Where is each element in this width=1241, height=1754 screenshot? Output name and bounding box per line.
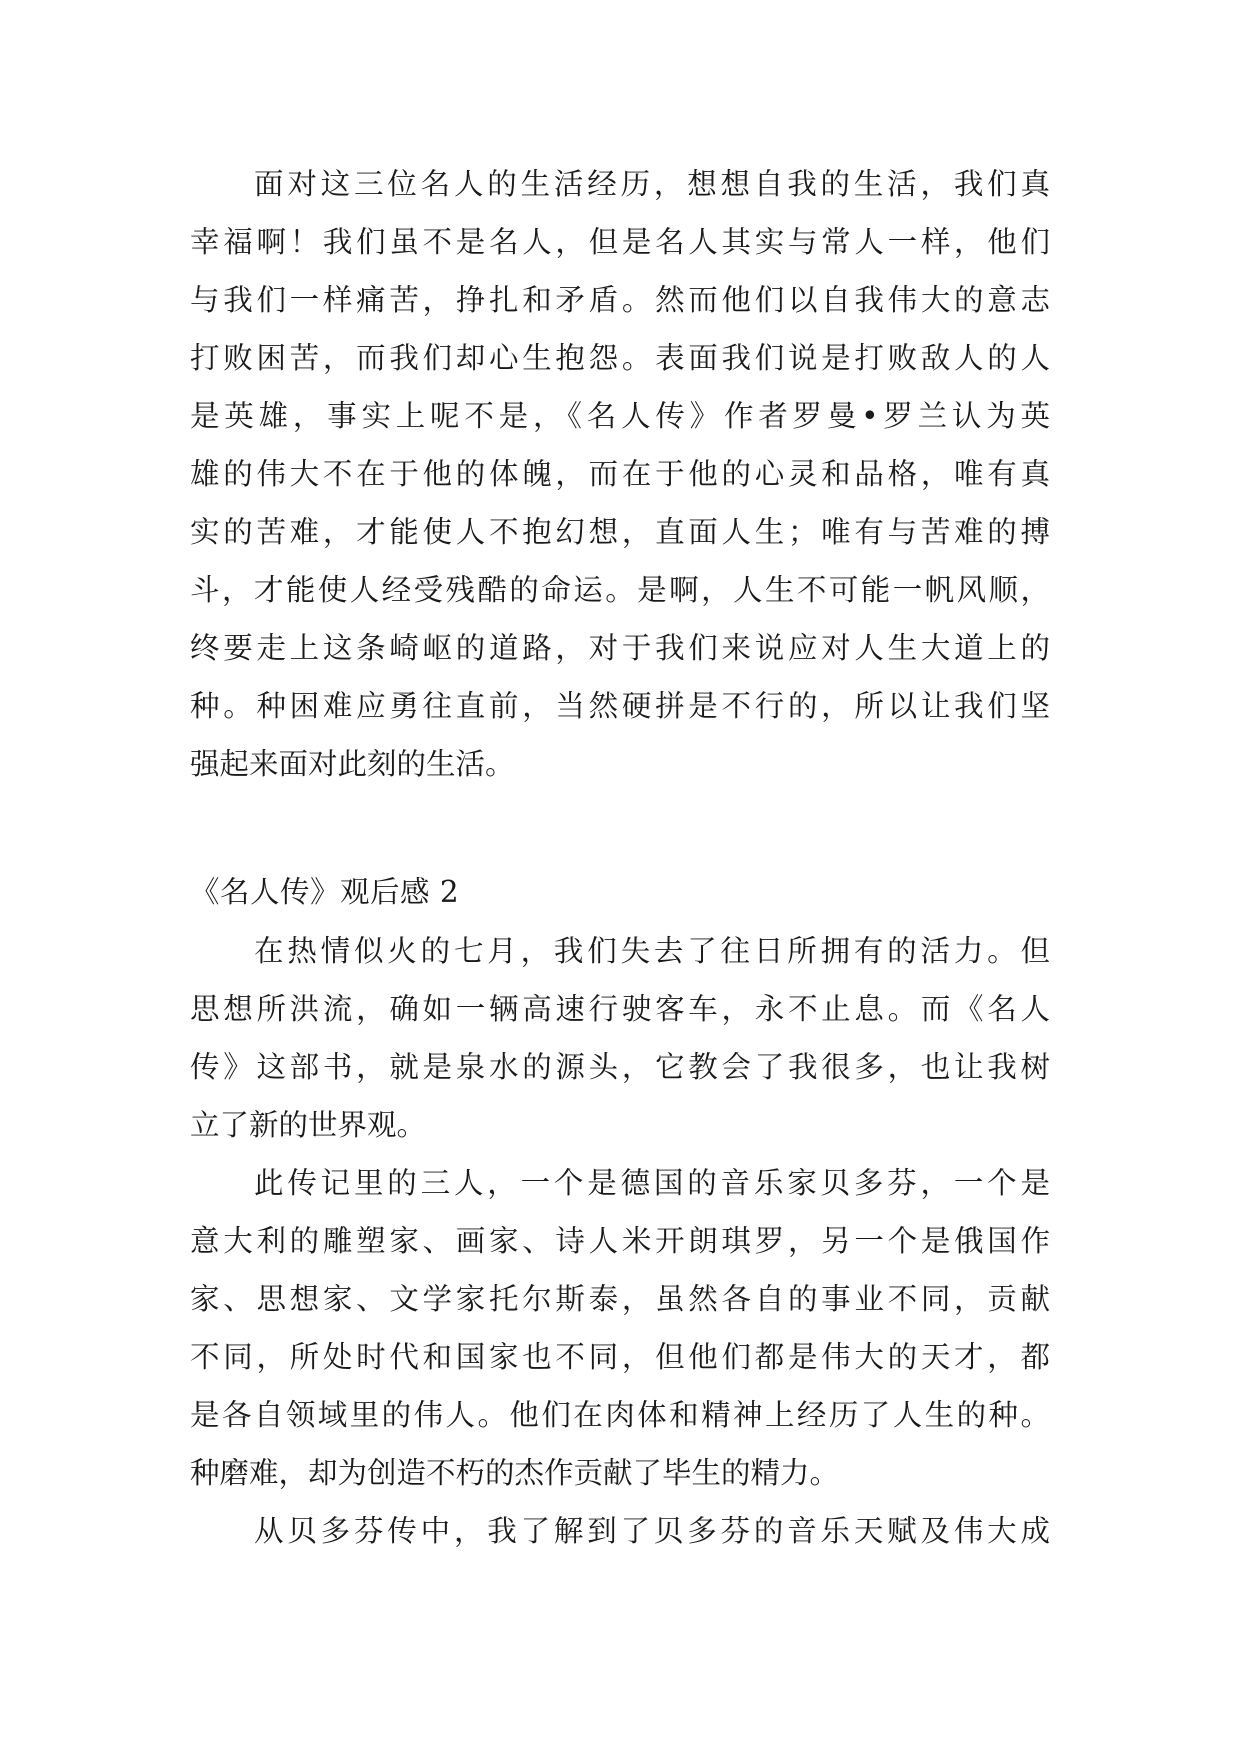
paragraph-3-line-2: 意大利的雕塑家、画家、诗人米开朗琪罗，另一个是俄国作 [190, 1224, 1050, 1258]
paragraph-3-line-4: 不同，所处时代和国家也不同，但他们都是伟大的天才，都 [190, 1340, 1050, 1374]
paragraph-4-line-1: 从贝多芬传中，我了解到了贝多芬的音乐天赋及伟大成 [254, 1514, 1050, 1548]
section-heading: 《名人传》观后感 2 [190, 875, 460, 909]
paragraph-1-line-2: 幸福啊！我们虽不是名人，但是名人其实与常人一样，他们 [190, 225, 1050, 259]
paragraph-1-line-9: 终要走上这条崎岖的道路，对于我们来说应对人生大道上的 [190, 631, 1050, 665]
paragraph-1-line-5: 是英雄，事实上呢不是，《名人传》作者罗曼•罗兰认为英 [190, 399, 1050, 433]
paragraph-3-line-3: 家、思想家、文学家托尔斯泰，虽然各自的事业不同，贡献 [190, 1282, 1050, 1316]
paragraph-2-line-1: 在热情似火的七月，我们失去了往日所拥有的活力。但 [254, 934, 1050, 968]
paragraph-1-line-8: 斗，才能使人经受残酷的命运。是啊，人生不可能一帆风顺， [190, 573, 1050, 607]
paragraph-1-line-3: 与我们一样痛苦，挣扎和矛盾。然而他们以自我伟大的意志 [190, 283, 1050, 317]
paragraph-2-line-3: 传》这部书，就是泉水的源头，它教会了我很多，也让我树 [190, 1050, 1050, 1084]
paragraph-3-line-1: 此传记里的三人，一个是德国的音乐家贝多芬，一个是 [254, 1166, 1050, 1200]
paragraph-1-line-1: 面对这三位名人的生活经历，想想自我的生活，我们真 [254, 167, 1050, 201]
paragraph-3-line-5: 是各自领域里的伟人。他们在肉体和精神上经历了人生的种。 [190, 1398, 1050, 1432]
paragraph-1-line-10: 种。种困难应勇往直前，当然硬拼是不行的，所以让我们坚 [190, 689, 1050, 723]
paragraph-1-line-11: 强起来面对此刻的生活。 [190, 747, 515, 781]
paragraph-3-line-6: 种磨难，却为创造不朽的杰作贡献了毕生的精力。 [190, 1456, 840, 1490]
paragraph-1-line-7: 实的苦难，才能使人不抱幻想，直面人生；唯有与苦难的搏 [190, 515, 1050, 549]
paragraph-1-line-6: 雄的伟大不在于他的体魄，而在于他的心灵和品格，唯有真 [190, 457, 1050, 491]
paragraph-2-line-2: 思想所洪流，确如一辆高速行驶客车，永不止息。而《名人 [190, 992, 1050, 1026]
paragraph-1-line-4: 打败困苦，而我们却心生抱怨。表面我们说是打败敌人的人 [190, 341, 1050, 375]
paragraph-2-line-4: 立了新的世界观。 [190, 1108, 427, 1142]
